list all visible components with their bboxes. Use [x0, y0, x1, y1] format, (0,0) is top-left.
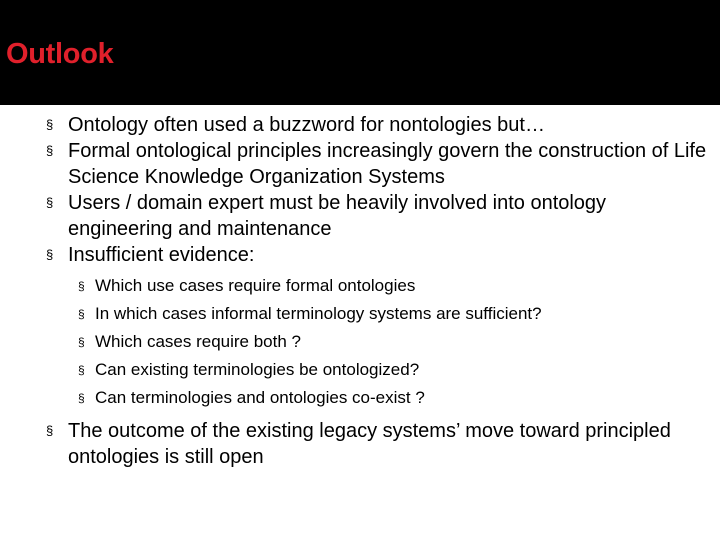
sub-bullet-text: Can existing terminologies be ontologized?	[95, 360, 420, 379]
bullet-list	[0, 112, 720, 470]
bullet-text: The outcome of the existing legacy systems’ move toward principled ontologies is still open	[68, 420, 671, 468]
sub-bullet-text: In which cases informal terminology systems are sufficient?	[95, 304, 542, 323]
sub-bullet-text: Which cases require both ?	[95, 332, 301, 351]
bullet-item	[0, 138, 720, 190]
bullet-item	[0, 242, 720, 412]
slide-title: Outlook	[6, 38, 114, 70]
bullet-text: Formal ontological principles increasingly govern the construction of Life Science Knowledge Organization Systems	[68, 140, 707, 188]
bullet-icon: §	[46, 247, 54, 262]
bullet-item	[0, 190, 720, 242]
sub-bullet-icon: §	[78, 279, 85, 293]
bullet-item	[0, 418, 720, 470]
sub-bullet-item	[68, 328, 708, 356]
bullet-text: Ontology often used a buzzword for nontologies but…	[68, 114, 545, 136]
bullet-text: Users / domain expert must be heavily involved into ontology engineering and maintenance	[68, 192, 607, 240]
bullet-text: Insufficient evidence:	[68, 244, 255, 266]
bullet-icon: §	[46, 195, 54, 210]
sub-bullet-icon: §	[78, 363, 85, 377]
sub-bullet-icon: §	[78, 335, 85, 349]
sub-bullet-text: Can terminologies and ontologies co-exist ?	[95, 388, 425, 407]
slide-content	[0, 112, 720, 470]
bullet-icon: §	[46, 423, 54, 438]
sub-bullet-list	[68, 272, 708, 412]
bullet-item	[0, 112, 720, 138]
sub-bullet-icon: §	[78, 391, 85, 405]
sub-bullet-text: Which use cases require formal ontologies	[95, 276, 416, 295]
sub-bullet-item	[68, 272, 708, 300]
bullet-icon: §	[46, 117, 54, 132]
bullet-icon: §	[46, 143, 54, 158]
sub-bullet-item	[68, 300, 708, 328]
title-bar	[0, 0, 720, 105]
sub-bullet-icon: §	[78, 307, 85, 321]
sub-bullet-item	[68, 356, 708, 384]
sub-bullet-item	[68, 384, 708, 412]
